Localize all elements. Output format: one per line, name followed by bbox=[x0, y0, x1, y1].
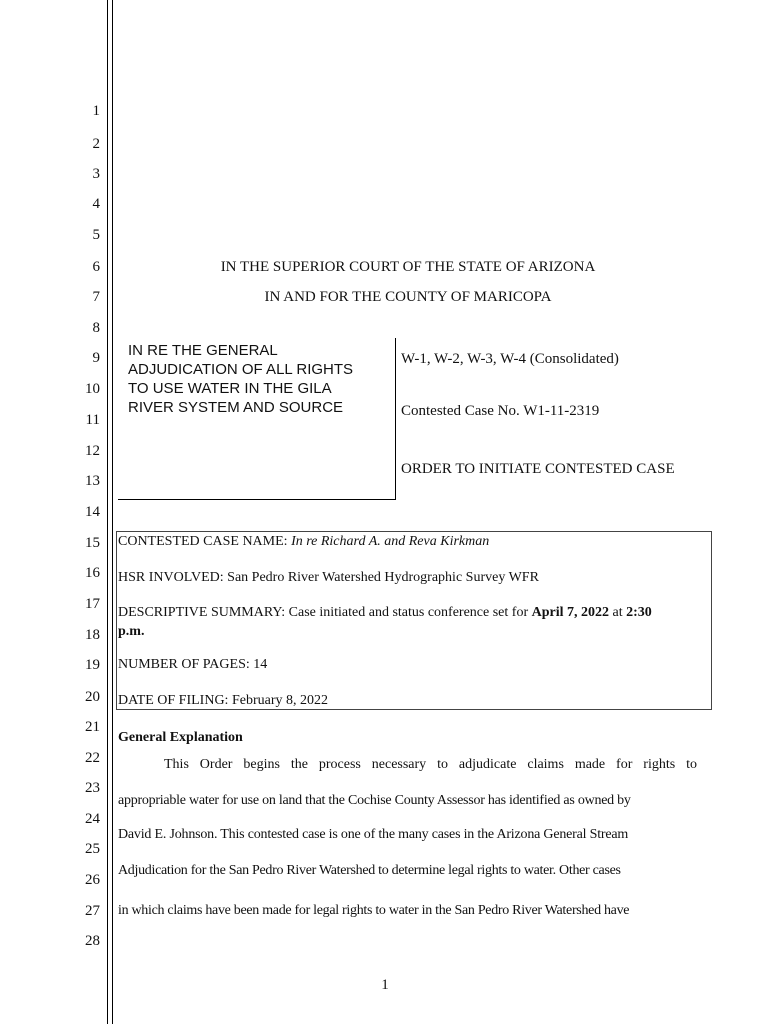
line-number: 22 bbox=[85, 750, 100, 766]
line-number: 20 bbox=[85, 689, 100, 705]
section-heading: General Explanation bbox=[118, 730, 243, 745]
case-numbers: W-1, W-2, W-3, W-4 (Consolidated) bbox=[401, 351, 619, 367]
line-number: 6 bbox=[92, 259, 100, 275]
summary-at: at bbox=[609, 605, 627, 620]
body-line: This Order begins the process necessary to adjudicate claims made for rights to bbox=[164, 757, 697, 772]
line-number: 23 bbox=[85, 780, 100, 796]
body-line: David E. Johnson. This contested case is one of the many cases in the Arizona General Stream bbox=[118, 827, 629, 842]
margin-rule-inner bbox=[112, 0, 113, 1024]
line-number: 17 bbox=[85, 596, 100, 612]
line-number: 28 bbox=[85, 933, 100, 949]
line-number: 7 bbox=[92, 289, 100, 305]
line-number: 2 bbox=[92, 136, 100, 152]
line-number: 10 bbox=[85, 381, 100, 397]
conference-time: 2:30 bbox=[626, 605, 652, 620]
caption-parties bbox=[128, 341, 388, 417]
line-number: 27 bbox=[85, 903, 100, 919]
line-number: 26 bbox=[85, 872, 100, 888]
line-number: 15 bbox=[85, 535, 100, 551]
line-number: 14 bbox=[85, 504, 100, 520]
line-number: 24 bbox=[85, 811, 100, 827]
court-name: IN THE SUPERIOR COURT OF THE STATE OF ARIZONA bbox=[220, 259, 596, 275]
line-number: 5 bbox=[92, 227, 100, 243]
line-number: 9 bbox=[92, 350, 100, 366]
line-number: 3 bbox=[92, 166, 100, 182]
line-number: 25 bbox=[85, 841, 100, 857]
line-number: 13 bbox=[85, 473, 100, 489]
hsr-value: San Pedro River Watershed Hydrographic Survey WFR bbox=[227, 570, 539, 585]
case-name-row bbox=[118, 533, 708, 551]
line-number: 4 bbox=[92, 196, 100, 212]
caption-vertical-rule bbox=[395, 338, 396, 500]
body-line: appropriable water for use on land that the Cochise County Assessor has identified as owned by bbox=[118, 793, 631, 808]
caption-horizontal-rule bbox=[118, 499, 395, 500]
line-number: 21 bbox=[85, 719, 100, 735]
filing-value: February 8, 2022 bbox=[231, 693, 328, 708]
pages-label: NUMBER OF PAGES: bbox=[118, 657, 254, 672]
body-line: Adjudication for the San Pedro River Watershed to determine legal rights to water. Other cases bbox=[118, 863, 621, 878]
pages-value: 14 bbox=[253, 657, 268, 672]
margin-rule-outer bbox=[107, 0, 108, 1024]
pages-row bbox=[118, 656, 708, 674]
line-number: 19 bbox=[85, 657, 100, 673]
caption-line: RIVER SYSTEM AND SOURCE bbox=[128, 399, 344, 416]
line-number: 16 bbox=[85, 565, 100, 581]
filing-label: DATE OF FILING: bbox=[118, 693, 232, 708]
contested-case-number: Contested Case No. W1-11-2319 bbox=[401, 403, 600, 419]
line-number: 8 bbox=[92, 320, 100, 336]
case-name-label: CONTESTED CASE NAME: bbox=[118, 534, 292, 549]
caption-line: ADJUDICATION OF ALL RIGHTS bbox=[128, 361, 354, 378]
line-number: 11 bbox=[85, 412, 100, 428]
line-number: 18 bbox=[85, 627, 100, 643]
case-name-value: In re Richard A. and Reva Kirkman bbox=[291, 534, 490, 549]
court-county: IN AND FOR THE COUNTY OF MARICOPA bbox=[264, 289, 552, 305]
line-number: 12 bbox=[85, 443, 100, 459]
conference-date: April 7, 2022 bbox=[531, 605, 609, 620]
hsr-label: HSR INVOLVED: bbox=[118, 570, 228, 585]
summary-label: DESCRIPTIVE SUMMARY: bbox=[118, 605, 289, 620]
summary-text: Case initiated and status conference set for bbox=[288, 605, 532, 620]
conference-time-suffix: p.m. bbox=[118, 624, 145, 639]
caption-line: TO USE WATER IN THE GILA bbox=[128, 380, 332, 397]
summary-row bbox=[118, 604, 708, 622]
hsr-row bbox=[118, 569, 708, 587]
caption-line: IN RE THE GENERAL bbox=[128, 342, 278, 359]
summary-row-2 bbox=[118, 623, 708, 641]
page-number: 1 bbox=[381, 977, 389, 993]
line-number: 1 bbox=[92, 103, 100, 119]
order-title: ORDER TO INITIATE CONTESTED CASE bbox=[401, 461, 675, 477]
filing-row bbox=[118, 692, 708, 710]
body-line: in which claims have been made for legal rights to water in the San Pedro River Watershed have bbox=[118, 903, 630, 918]
